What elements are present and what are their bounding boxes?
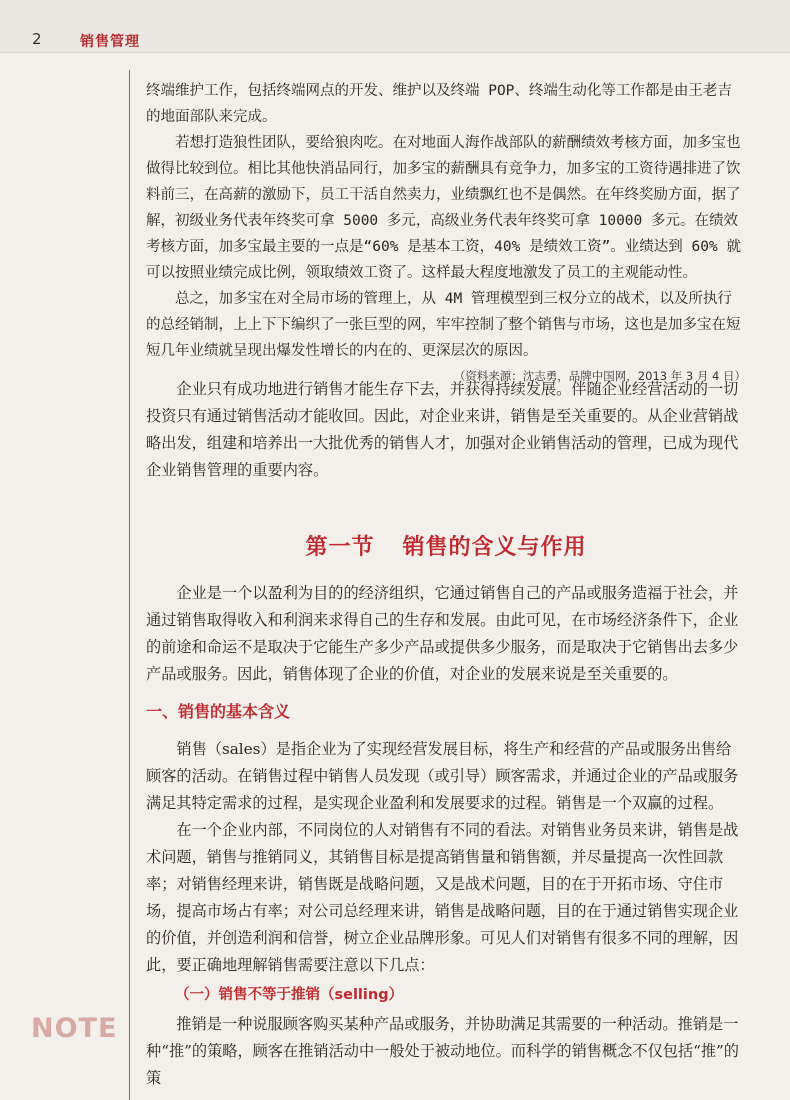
subsection-paragraph: 在一个企业内部，不同岗位的人对销售有不同的看法。对销售业务员来讲，销售是战术问题，销售与推销同义，其销售目标是提高销售量和销售额，并尽量提高一次性回款率；对销售经理来讲，销售既是战略问题，又是战术问题，目的在于开拓市场、守住市场，提高市场占有率；对公司总经理来讲，销售是战略问题，目的在于通过销售实现企业的价值，并创造利润和信誉，树立企业品牌形象。可见人们对销售有很多不同的理解，因此，要正确地理解销售需要注意以下几点： bbox=[146, 821, 739, 974]
case-paragraph: 若想打造狼性团队，要给狼肉吃。在对地面人海作战部队的薪酬绩效考核方面，加多宝也做得比较到位。相比其他快消品同行，加多宝的薪酬具有竞争力，加多宝的工资待遇排进了饮料前三，在高薪的激励下，员工干活自然卖力，业绩飘红也不是偶然。在年终奖励方面，据了解，初级业务代表年终奖可拿 5000 多元，高级业务代表年终奖可拿 10000 多元。在绩效考核方面，加多宝最主要的一点是“60% 是基本工资，40% 是绩效工资”。业绩达到 60% 就可以按照业绩完成比例，领取绩效工资了。这样最大程度地激发了员工的主观能动性。 bbox=[146, 135, 741, 281]
subsection-heading: 一、销售的基本含义 bbox=[146, 702, 291, 721]
case-study-block bbox=[146, 78, 746, 386]
section-name: 销售的含义与作用 bbox=[402, 535, 587, 560]
page-number: 2 bbox=[32, 30, 42, 48]
subsection-paragraph: 销售（sales）是指企业为了实现经营发展目标，将生产和经营的产品或服务出售给顾客的活动。在销售过程中销售人员发现（或引导）顾客需求，并通过企业的产品或服务满足其特定需求的过程，是实现企业盈利和发展要求的过程。销售是一个双赢的过程。 bbox=[146, 740, 739, 812]
subsection-block bbox=[146, 736, 746, 1092]
case-source: （资料来源：沈志勇，品牌中国网，2013 年 3 月 4 日） bbox=[453, 369, 746, 383]
running-title: 销售管理 bbox=[80, 34, 140, 50]
section-paragraph: 企业是一个以盈利为目的的经济组织，它通过销售自己的产品或服务造福于社会，并通过销售取得收入和利润来求得自己的生存和发展。由此可见，在市场经济条件下，企业的前途和命运不是取决于它能生产多少产品或提供多少服务，而是取决于它销售出去多少产品或服务。因此，销售体现了企业的价值，对企业的发展来说是至关重要的。 bbox=[146, 584, 739, 683]
margin-rule bbox=[129, 70, 130, 1100]
note-label: NOTE bbox=[31, 1013, 118, 1044]
point-paragraph: 推销是一种说服顾客购买某种产品或服务，并协助满足其需要的一种活动。推销是一种“推”的策略，顾客在推销活动中一般处于被动地位。而科学的销售概念不仅包括“推”的策 bbox=[146, 1015, 739, 1087]
section-number: 第一节 bbox=[305, 535, 375, 560]
section-intro-block bbox=[146, 580, 746, 688]
page-header bbox=[0, 0, 790, 53]
point-heading: （一）销售不等于推销（selling） bbox=[175, 987, 404, 1003]
section-title bbox=[146, 530, 746, 561]
case-paragraph: 总之，加多宝在对全局市场的管理上，从 4M 管理模型到三权分立的战术，以及所执行的总经销制，上上下下编织了一张巨型的网，牢牢控制了整个销售与市场，这也是加多宝在短短几年业绩就呈现出爆发性增长的内在的、更深层次的原因。 bbox=[146, 291, 741, 359]
intro-paragraph: 企业只有成功地进行销售才能生存下去，并获得持续发展。伴随企业经营活动的一切投资只有通过销售活动才能收回。因此，对企业来讲，销售是至关重要的。从企业营销战略出发，组建和培养出一大批优秀的销售人才，加强对企业销售活动的管理，已成为现代企业销售管理的重要内容。 bbox=[146, 380, 739, 479]
case-paragraph: 终端维护工作，包括终端网点的开发、维护以及终端 POP、终端生动化等工作都是由王老吉的地面部队来完成。 bbox=[146, 83, 732, 125]
intro-block bbox=[146, 376, 746, 484]
